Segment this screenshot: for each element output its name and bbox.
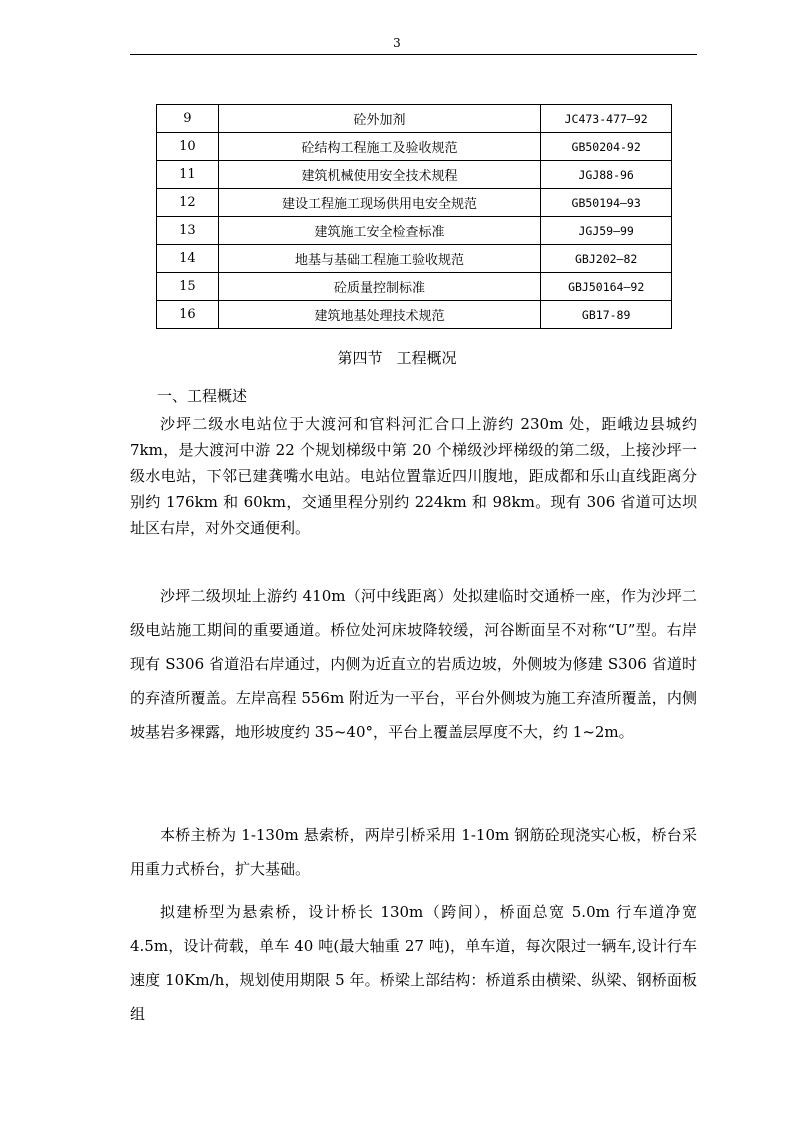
section-label: 第四节 xyxy=(337,349,383,367)
standard-code: GB17-89 xyxy=(541,301,672,329)
standard-name: 建筑地基处理技术规范 xyxy=(218,301,541,329)
table-row xyxy=(157,273,672,301)
table-row xyxy=(157,301,672,329)
table-row xyxy=(157,161,672,189)
section-title xyxy=(0,347,794,369)
standard-code: JGJ88-96 xyxy=(541,161,672,189)
row-number: 16 xyxy=(157,301,219,329)
table-row xyxy=(157,189,672,217)
standard-code: GB50194—93 xyxy=(541,189,672,217)
standard-name: 建筑机械使用安全技术规程 xyxy=(218,161,541,189)
standard-name: 砼质量控制标准 xyxy=(218,273,541,301)
table-row xyxy=(157,105,672,133)
paragraph-bridge-site: 沙坪二级坝址上游约 410m（河中线距离）处拟建临时交通桥一座，作为沙坪二级电站施工期间的重要通道。桥位处河床坡降较缓，河谷断面呈不对称“U”型。右岸现有 S306 省道沿右岸通过，内侧为近直立的岩质边坡，外侧坡为修建 S306 省道时的弃渣所覆盖。左岸高程 556m 附近为一平台，平台外侧坡为施工弃渣所覆盖，内侧坡基岩多裸露，地形坡度约 35~40°，平台上覆盖层厚度不大，约 1~2m。 xyxy=(130,587,697,741)
standards-table xyxy=(156,104,672,329)
table-row xyxy=(157,133,672,161)
standard-name: 建筑施工安全检查标准 xyxy=(218,217,541,245)
table-row xyxy=(157,245,672,273)
standard-name: 砼结构工程施工及验收规范 xyxy=(218,133,541,161)
standard-code: GB50204-92 xyxy=(541,133,672,161)
paragraph-bridge-design: 拟建桥型为悬索桥，设计桥长 130m（跨间），桥面总宽 5.0m 行车道净宽 4.5m，设计荷载，单车 40 吨(最大轴重 27 吨)，单车道，每次限过一辆车,设计行车速度 10Km/h，规划使用期限 5 年。桥梁上部结构：桥道系由横梁、纵梁、钢桥面板组 xyxy=(130,903,697,1023)
paragraph-main-bridge: 本桥主桥为 1-130m 悬索桥，两岸引桥采用 1-10m 钢筋砼现浇实心板，桥台采用重力式桥台，扩大基础。 xyxy=(130,826,697,878)
row-number: 13 xyxy=(157,217,219,245)
row-number: 11 xyxy=(157,161,219,189)
header-rule xyxy=(130,54,697,55)
table-row xyxy=(157,217,672,245)
standard-code: JGJ59—99 xyxy=(541,217,672,245)
standard-code: JC473-477—92 xyxy=(541,105,672,133)
standard-name: 砼外加剂 xyxy=(218,105,541,133)
section-heading: 工程概况 xyxy=(396,349,457,367)
row-number: 15 xyxy=(157,273,219,301)
page-number: 3 xyxy=(393,36,401,50)
row-number: 14 xyxy=(157,245,219,273)
standard-name: 建设工程施工现场供用电安全规范 xyxy=(218,189,541,217)
row-number: 9 xyxy=(157,105,219,133)
row-number: 12 xyxy=(157,189,219,217)
standard-name: 地基与基础工程施工验收规范 xyxy=(218,245,541,273)
paragraph-overview: 沙坪二级水电站位于大渡河和官料河汇合口上游约 230m 处，距峨边县城约 7km，是大渡河中游 22 个规划梯级中第 20 个梯级沙坪梯级的第二级，上接沙坪一级水电站，下邻已建龚嘴水电站。电站位置靠近四川腹地，距成都和乐山直线距离分别约 176km 和 60km，交通里程分别约 224km 和 98km。现有 306 省道可达坝址区右岸，对外交通便利。 xyxy=(130,415,697,537)
subheading: 一、工程概述 xyxy=(157,387,248,405)
standard-code: GBJ202—82 xyxy=(541,245,672,273)
standard-code: GBJ50164—92 xyxy=(541,273,672,301)
row-number: 10 xyxy=(157,133,219,161)
